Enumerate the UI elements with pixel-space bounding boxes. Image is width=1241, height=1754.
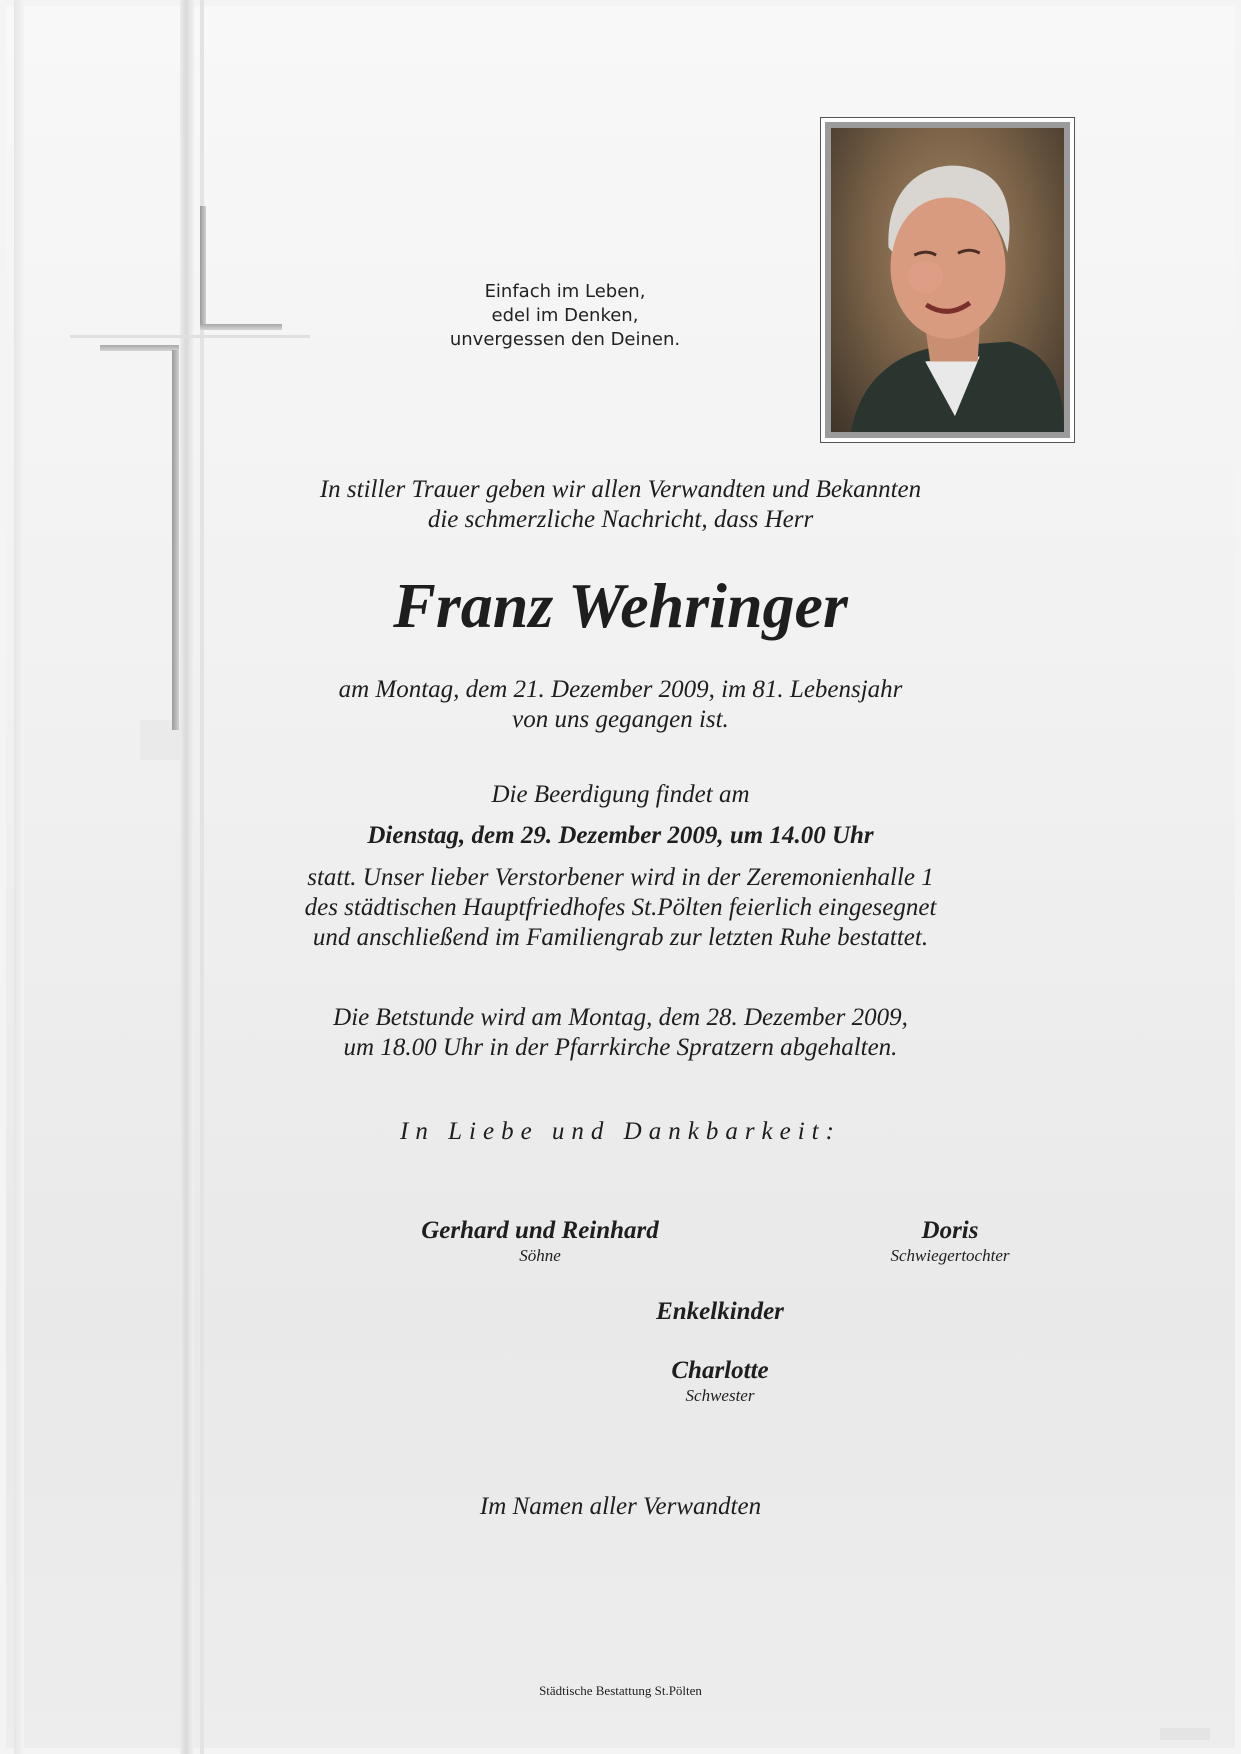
portrait-photo bbox=[831, 128, 1064, 432]
intro-line: die schmerzliche Nachricht, dass Herr bbox=[427, 506, 814, 533]
intro-line: In stiller Trauer geben wir allen Verwandten und Bekannten bbox=[319, 476, 922, 503]
motto-line: edel im Denken, bbox=[491, 305, 639, 326]
mourner-grandchildren bbox=[600, 1297, 840, 1327]
burial-date: Dienstag, dem 29. Dezember 2009, um 14.00 Uhr bbox=[367, 822, 874, 849]
death-date-line: am Montag, dem 21. Dezember 2009, im 81. Lebensjahr bbox=[338, 676, 903, 703]
death-date-line: von uns gegangen ist. bbox=[512, 706, 729, 733]
ceremony-line: des städtischen Hauptfriedhofes St.Pölten feierlich eingesegnet bbox=[304, 894, 937, 921]
mourner-name: Charlotte bbox=[671, 1357, 769, 1384]
intro-text bbox=[0, 475, 1241, 535]
prayer-text bbox=[0, 1003, 1241, 1063]
ceremony-line: statt. Unser lieber Verstorbener wird in der Zeremonienhalle 1 bbox=[307, 864, 934, 891]
mourner-daughter-in-law bbox=[830, 1216, 1070, 1266]
mourner-name: Enkelkinder bbox=[656, 1298, 784, 1325]
funeral-home-footer: Städtische Bestattung St.Pölten bbox=[539, 1683, 702, 1698]
motto-line: Einfach im Leben, bbox=[484, 281, 646, 302]
thanks-heading: In Liebe und Dankbarkeit: bbox=[400, 1118, 841, 1145]
death-date-text bbox=[0, 675, 1241, 735]
mourner-sons bbox=[380, 1216, 700, 1266]
portrait-icon bbox=[831, 128, 1064, 432]
burial-intro: Die Beerdigung findet am bbox=[491, 781, 750, 808]
prayer-line: Die Betstunde wird am Montag, dem 28. Dezember 2009, bbox=[333, 1004, 908, 1031]
motto bbox=[420, 280, 710, 352]
mourner-relation: Schwiegertochter bbox=[890, 1246, 1010, 1265]
ceremony-text bbox=[0, 863, 1241, 953]
motto-line: unvergessen den Deinen. bbox=[449, 329, 681, 350]
mourner-sister bbox=[600, 1356, 840, 1406]
ceremony-line: und anschließend im Familiengrab zur letzten Ruhe bestattet. bbox=[312, 924, 929, 951]
portrait-frame bbox=[820, 117, 1075, 443]
mourner-relation: Schwester bbox=[685, 1386, 755, 1405]
mourner-name: Doris bbox=[921, 1217, 979, 1244]
mourner-name: Gerhard und Reinhard bbox=[421, 1217, 659, 1244]
family-note: Im Namen aller Verwandten bbox=[479, 1493, 762, 1520]
prayer-line: um 18.00 Uhr in der Pfarrkirche Spratzern abgehalten. bbox=[343, 1034, 898, 1061]
mourner-relation: Söhne bbox=[519, 1246, 561, 1265]
corner-mark bbox=[1160, 1728, 1210, 1740]
deceased-name: Franz Wehringer bbox=[393, 570, 848, 641]
